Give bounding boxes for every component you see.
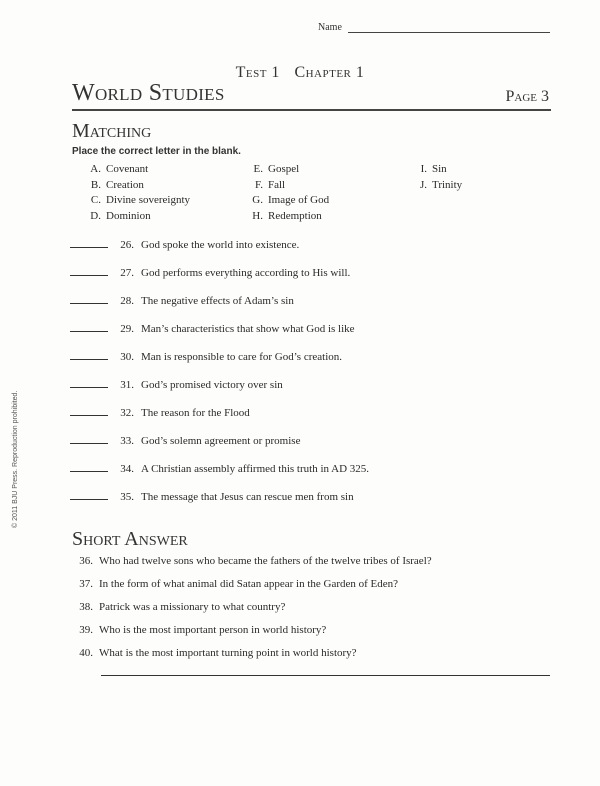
matching-question	[70, 295, 294, 309]
option-item	[246, 210, 329, 226]
course-title: World Studies	[72, 80, 225, 106]
option-term: Trinity	[432, 178, 463, 191]
option-letter: G.	[252, 194, 263, 207]
question-number: 26.	[120, 239, 134, 251]
matching-question	[70, 435, 300, 449]
question-number: 33.	[120, 435, 134, 447]
question-number: 38.	[79, 601, 93, 613]
question-text: God’s solemn agreement or promise	[141, 435, 301, 447]
options-column-1	[84, 163, 190, 226]
option-term: Redemption	[268, 210, 322, 223]
name-label: Name	[318, 22, 342, 33]
question-text: Who is the most important person in world history?	[99, 624, 327, 636]
question-number: 30.	[120, 351, 134, 363]
option-term: Creation	[106, 178, 144, 191]
answer-blank[interactable]	[70, 387, 108, 388]
chapter-label: Chapter 1	[294, 64, 365, 81]
options-column-2	[246, 163, 329, 226]
option-term: Covenant	[106, 163, 149, 175]
question-text: Patrick was a missionary to what country?	[99, 601, 286, 613]
option-term: Dominion	[106, 210, 151, 223]
option-letter: I.	[420, 163, 427, 175]
short-answer-question	[72, 647, 357, 659]
matching-question	[70, 463, 369, 477]
page-number: Page 3	[505, 88, 549, 105]
matching-question	[70, 407, 250, 421]
matching-question	[70, 379, 283, 393]
answer-blank[interactable]	[70, 331, 108, 332]
short-answer-question	[72, 601, 285, 613]
option-item	[246, 163, 329, 179]
question-number: 27.	[120, 267, 134, 279]
option-letter: C.	[90, 194, 101, 207]
question-number: 29.	[120, 323, 134, 335]
option-letter: B.	[90, 178, 101, 191]
copyright-notice: © 2011 BJU Press. Reproduction prohibited.	[12, 390, 19, 528]
answer-blank[interactable]	[70, 443, 108, 444]
option-item	[410, 179, 462, 195]
question-number: 31.	[120, 379, 134, 391]
option-item	[246, 194, 329, 210]
name-blank-line[interactable]	[348, 32, 550, 33]
option-item	[84, 210, 190, 226]
option-item	[84, 179, 190, 195]
short-answer-question	[72, 555, 432, 567]
option-letter: A.	[90, 163, 101, 175]
matching-question	[70, 239, 299, 253]
header-rule	[72, 109, 551, 111]
matching-section-title: Matching	[72, 120, 152, 142]
question-text: What is the most important turning point in world history?	[99, 647, 357, 659]
option-letter: E.	[253, 163, 263, 175]
question-text: In the form of what animal did Satan appear in the Garden of Eden?	[99, 578, 399, 590]
question-number: 39.	[79, 624, 93, 636]
option-item	[410, 163, 462, 179]
option-letter: D.	[90, 210, 101, 223]
short-answer-section-title: Short Answer	[72, 528, 188, 550]
option-item	[84, 194, 190, 210]
matching-question	[70, 491, 354, 505]
answer-blank[interactable]	[70, 247, 108, 248]
question-text: God’s promised victory over sin	[141, 379, 283, 391]
answer-blank[interactable]	[70, 415, 108, 416]
question-text: The message that Jesus can rescue men from sin	[141, 491, 354, 503]
short-answer-question	[72, 624, 326, 636]
name-field-row	[318, 22, 342, 33]
question-text: God performs everything according to His will.	[141, 267, 351, 279]
option-term: Divine sovereignty	[106, 194, 191, 207]
question-text: Who had twelve sons who became the fathers of the twelve tribes of Israel?	[99, 555, 432, 567]
answer-blank[interactable]	[70, 471, 108, 472]
short-answer-question	[72, 578, 398, 590]
matching-question	[70, 351, 342, 365]
option-term: Fall	[268, 178, 286, 191]
answer-blank[interactable]	[70, 303, 108, 304]
test-label: Test 1	[235, 64, 280, 81]
question-text: Man’s characteristics that show what God is like	[141, 323, 355, 335]
answer-line-continuation[interactable]	[101, 675, 550, 676]
question-number: 35.	[120, 491, 134, 503]
answer-blank[interactable]	[70, 499, 108, 500]
option-item	[84, 163, 190, 179]
question-text: God spoke the world into existence.	[141, 239, 300, 251]
question-text: Man is responsible to care for God’s creation.	[141, 351, 342, 363]
question-number: 32.	[120, 407, 134, 419]
option-term: Image of God	[268, 194, 330, 207]
question-number: 36.	[79, 555, 93, 567]
matching-question	[70, 323, 355, 337]
option-letter: J.	[419, 178, 427, 191]
question-text: The reason for the Flood	[141, 407, 250, 419]
question-number: 37.	[79, 578, 93, 590]
matching-instruction: Place the correct letter in the blank.	[72, 146, 241, 157]
matching-question	[70, 267, 350, 281]
question-number: 34.	[120, 463, 134, 475]
option-term: Sin	[432, 163, 447, 175]
question-text: The negative effects of Adam’s sin	[141, 295, 294, 307]
question-number: 40.	[79, 647, 93, 659]
option-letter: H.	[252, 210, 263, 223]
answer-blank[interactable]	[70, 359, 108, 360]
options-column-3	[410, 163, 462, 194]
option-letter: F.	[255, 178, 263, 191]
option-item	[246, 179, 329, 195]
answer-blank[interactable]	[70, 275, 108, 276]
question-text: A Christian assembly affirmed this truth in AD 325.	[141, 463, 370, 475]
option-term: Gospel	[268, 163, 300, 175]
question-number: 28.	[120, 295, 134, 307]
